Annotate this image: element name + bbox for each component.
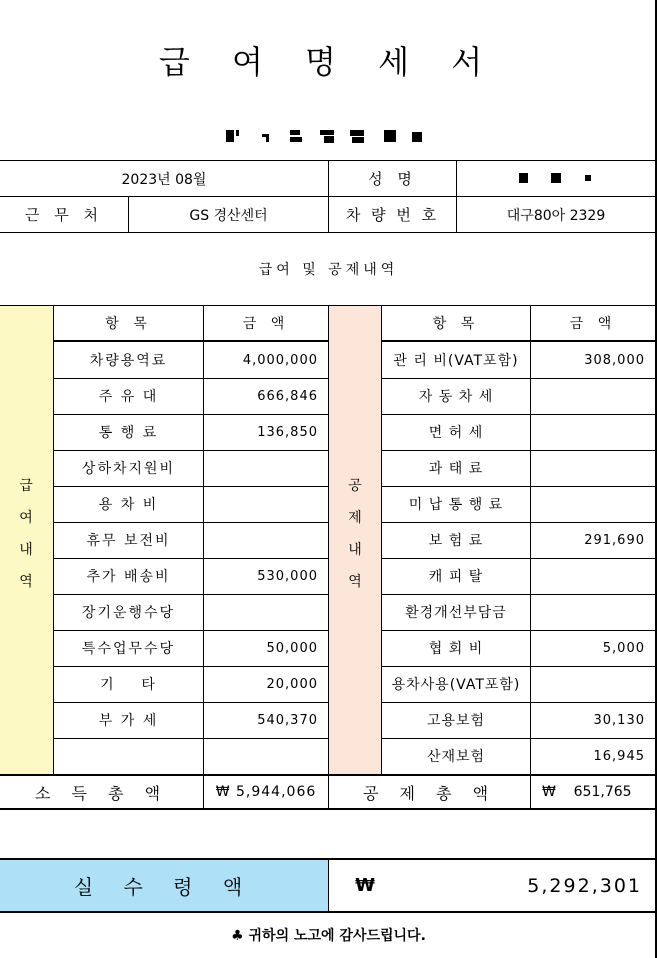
deduction-amount [531, 666, 655, 702]
income-total-value: ₩ 5,944,066 [215, 784, 317, 800]
net-pay-label: 실 수 령 액 [0, 860, 329, 911]
income-item: 추가 배송비 [86, 569, 171, 585]
deduction-item-header: 항 목 [432, 316, 480, 332]
deduction-amount [531, 378, 655, 414]
net-pay-currency: ₩ [355, 875, 375, 896]
deduction-amount: 30,130 [593, 712, 645, 728]
page-title: 급 여 명 세 서 [158, 43, 499, 81]
deduction-item: 캐 피 탈 [428, 569, 484, 585]
deduction-amount-header: 금 액 [569, 316, 617, 332]
income-amount [204, 594, 328, 630]
income-item: 기 타 [100, 677, 157, 693]
deduction-item: 고용보험 [426, 713, 486, 729]
income-item: 용 차 비 [98, 497, 159, 513]
deduction-side-char: 역 [348, 574, 362, 590]
deduction-item: 산재보험 [426, 749, 486, 765]
deduction-item: 면 허 세 [428, 425, 484, 441]
deduction-item: 협 회 비 [428, 641, 484, 657]
income-item: 장기운행수당 [81, 605, 176, 621]
income-side-char: 여 [19, 510, 33, 526]
deduction-amount: 5,000 [602, 640, 645, 656]
income-amount [204, 450, 328, 486]
income-amount: 4,000,000 [242, 352, 318, 368]
income-amount: 666,846 [257, 388, 318, 404]
income-amount [204, 486, 328, 522]
deduction-item: 보 험 료 [428, 533, 484, 549]
deduction-amount [531, 558, 655, 594]
income-amount-header: 금 액 [242, 316, 290, 332]
deduction-item: 용차사용(VAT포함) [391, 677, 521, 693]
deduction-item: 미 납 통 행 료 [408, 497, 504, 513]
income-item [54, 738, 203, 774]
deduction-total-value: ₩ 651,765 [542, 784, 632, 800]
income-side-char: 역 [19, 574, 33, 590]
income-amount [204, 738, 328, 774]
deduction-side-label [345, 470, 365, 598]
income-item: 상하차지원비 [81, 461, 176, 477]
income-amount: 540,370 [257, 712, 318, 728]
income-item: 부 가 세 [98, 713, 159, 729]
income-item: 주 유 대 [98, 389, 159, 405]
deduction-side-char: 공 [348, 478, 362, 494]
thanks-note: ♣ 귀하의 노고에 감사드립니다. [231, 928, 426, 944]
pay-period: 2023년 08월 [121, 171, 207, 188]
deduction-amount: 308,000 [584, 352, 645, 368]
deduction-item: 자 동 차 세 [418, 389, 494, 405]
income-item: 휴무 보전비 [86, 533, 171, 549]
income-amount: 136,850 [257, 424, 318, 440]
net-pay-value: 5,292,301 [527, 874, 642, 897]
deduction-item: 과 태 료 [428, 461, 484, 477]
deduction-total-label: 공 제 총 액 [362, 783, 497, 803]
section-title: 급여 및 공제내역 [258, 262, 399, 278]
deduction-amount: 291,690 [584, 532, 645, 548]
workplace-value: GS 경산센터 [189, 207, 268, 224]
deduction-amount [531, 594, 655, 630]
redacted-name [457, 161, 655, 196]
deduction-item: 관 리 비(VAT포함) [393, 353, 519, 369]
deduction-side-char: 내 [348, 542, 362, 558]
deduction-amount [531, 450, 655, 486]
income-amount: 530,000 [257, 568, 318, 584]
income-item: 차량용역료 [89, 353, 168, 369]
deduction-side-char: 제 [348, 510, 362, 526]
deduction-item: 환경개선부담금 [405, 605, 507, 621]
income-item-header: 항 목 [105, 316, 152, 332]
income-item: 특수업무수당 [81, 641, 176, 657]
deduction-amount: 16,945 [593, 748, 645, 764]
income-item: 통 행 료 [98, 425, 159, 441]
deduction-amount [531, 414, 655, 450]
vehicle-number: 대구80아 2329 [506, 207, 606, 224]
income-total-label: 소 득 총 액 [34, 783, 169, 803]
name-label: 성 명 [368, 170, 417, 188]
income-amount: 20,000 [266, 676, 318, 692]
income-side-char: 내 [19, 542, 33, 558]
income-amount: 50,000 [266, 640, 318, 656]
workplace-label: 근 무 처 [24, 206, 103, 224]
vehicle-label: 차 량 번 호 [345, 206, 440, 224]
redacted-company-name [0, 124, 657, 148]
income-amount [204, 522, 328, 558]
deduction-amount [531, 486, 655, 522]
income-side-label [16, 470, 36, 598]
income-side-char: 급 [19, 478, 33, 494]
